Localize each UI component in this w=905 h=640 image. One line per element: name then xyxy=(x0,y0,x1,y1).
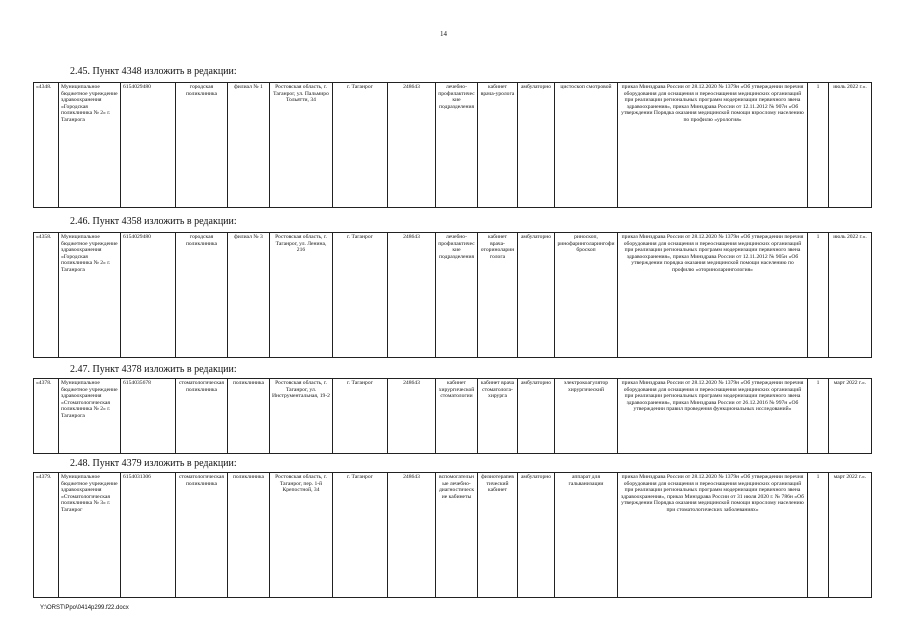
cell-cabinet: физиотерапевтический кабинет xyxy=(478,473,518,598)
amendment-table-4378 xyxy=(33,378,872,454)
cell-date: июль 2022 г.». xyxy=(829,83,872,208)
cell-organization: Муниципальное бюджетное учреждение здравоохранения «Городская поликлиника № 2» г. Таганрога xyxy=(59,83,121,208)
cell-regulation: приказ Минздрава России от 28.12.2020 № 1379н «Об утверждении перечня оборудования для оснащения и переоснащения медицинских организаций при реализации региональных программ модернизации первичного звена здравоохранения», приказ Минздрава России от 26.12.2016 № 997н «Об утверждении правил проведения функциональных исследований» xyxy=(618,379,808,454)
cell-code: 248643 xyxy=(388,379,436,454)
cell-branch: поликлиника xyxy=(228,379,270,454)
cell-care-form: амбулаторно xyxy=(518,83,555,208)
cell-address: Ростовская область, г. Таганрог, ул. Пальмиро Тольятти, 34 xyxy=(270,83,333,208)
cell-code: 248643 xyxy=(388,473,436,598)
section-heading-2-45: 2.45. Пункт 4348 изложить в редакции: xyxy=(70,66,237,77)
cell-cabinet: кабинет врача стоматолога-хирурга xyxy=(478,379,518,454)
cell-quantity: 1 xyxy=(808,83,829,208)
page-number: 14 xyxy=(440,30,447,38)
cell-item-number: «4379. xyxy=(34,473,59,598)
cell-equipment: электрокоагулятор хирургический xyxy=(555,379,618,454)
cell-branch: поликлиника xyxy=(228,473,270,598)
table-row xyxy=(34,83,872,208)
cell-equipment: аппарат для гальванизации xyxy=(555,473,618,598)
table-row xyxy=(34,379,872,454)
cell-department: кабинет хирургической стоматологии xyxy=(436,379,478,454)
cell-city: г. Таганрог xyxy=(333,379,388,454)
section-heading-2-48: 2.48. Пункт 4379 изложить в редакции: xyxy=(70,458,237,469)
cell-organization: Муниципальное бюджетное учреждение здравоохранения «Городская поликлиника № 2» г. Таганрога xyxy=(59,233,121,358)
cell-regulation: приказ Минздрава России от 28.12.2020 № 1379н «Об утверждении перечня оборудования для оснащения и переоснащения медицинских организаций при реализации региональных программ модернизации первичного звена здравоохранения», приказ Минздрава России от 12.11.2012 № 905н «Об утверждении порядка оказания медицинской помощи населению по профилю «оториноларингология» xyxy=(618,233,808,358)
cell-city: г. Таганрог xyxy=(333,473,388,598)
cell-branch: филиал № 1 xyxy=(228,83,270,208)
cell-inn: 6154035678 xyxy=(121,379,176,454)
file-path-footer: Y:\ORST\Ppo\0414p299.f22.docx xyxy=(40,605,129,611)
cell-department: лечебно-профилактические подразделения xyxy=(436,233,478,358)
cell-city: г. Таганрог xyxy=(333,83,388,208)
cell-equipment: риноскоп, ринофаринголарингофиброскоп xyxy=(555,233,618,358)
amendment-table-4379 xyxy=(33,472,872,598)
cell-inn: 6154031306 xyxy=(121,473,176,598)
cell-item-number: «4378. xyxy=(34,379,59,454)
cell-date: март 2022 г.». xyxy=(829,473,872,598)
cell-regulation: приказ Минздрава России от 28.12.2020 № 1379н «Об утверждении перечня оборудования для оснащения и переоснащения медицинских организаций при реализации региональных программ модернизации первичного звена здравоохранения», приказ Минздрава России от 31 июля 2020 г. № 786н «Об утверждении Порядка оказания медицинской помощи взрослому населению при стоматологических заболеваниях» xyxy=(618,473,808,598)
cell-care-form: амбулаторно xyxy=(518,233,555,358)
cell-org-type: городская поликлиника xyxy=(176,83,228,208)
cell-organization: Муниципальное бюджетное учреждение здравоохранения «Стоматологическая поликлиника № 2» г. Таганрога xyxy=(59,379,121,454)
cell-cabinet: кабинет врача-оториноларинголога xyxy=(478,233,518,358)
cell-date: март 2022 г.». xyxy=(829,379,872,454)
cell-quantity: 1 xyxy=(808,379,829,454)
cell-inn: 6154029480 xyxy=(121,83,176,208)
cell-care-form: амбулаторно xyxy=(518,473,555,598)
cell-inn: 6154029480 xyxy=(121,233,176,358)
amendment-table-4358 xyxy=(33,232,872,358)
cell-date: июль 2022 г.». xyxy=(829,233,872,358)
amendment-table-4348 xyxy=(33,82,872,208)
cell-department: вспомогательные лечебно-диагностические кабинеты xyxy=(436,473,478,598)
cell-branch: филиал № 3 xyxy=(228,233,270,358)
cell-equipment: цистоскоп смотровой xyxy=(555,83,618,208)
table-row xyxy=(34,233,872,358)
table-row xyxy=(34,473,872,598)
section-heading-2-46: 2.46. Пункт 4358 изложить в редакции: xyxy=(70,216,237,227)
section-heading-2-47: 2.47. Пункт 4378 изложить в редакции: xyxy=(70,364,237,375)
cell-organization: Муниципальное бюджетное учреждение здравоохранения «Стоматологическая поликлиника № 3» г. Таганрог xyxy=(59,473,121,598)
cell-city: г. Таганрог xyxy=(333,233,388,358)
cell-quantity: 1 xyxy=(808,233,829,358)
cell-org-type: стоматологическая поликлиника xyxy=(176,473,228,598)
cell-cabinet: кабинет врача-уролога xyxy=(478,83,518,208)
cell-address: Ростовская область, г. Таганрог, ул. Инструментальная, 19-2 xyxy=(270,379,333,454)
cell-quantity: 1 xyxy=(808,473,829,598)
cell-code: 248643 xyxy=(388,83,436,208)
cell-item-number: «4358. xyxy=(34,233,59,358)
cell-address: Ростовская область, г. Таганрог, ул. Ленина, 216 xyxy=(270,233,333,358)
cell-department: лечебно-профилактические подразделения xyxy=(436,83,478,208)
cell-code: 248643 xyxy=(388,233,436,358)
cell-regulation: приказ Минздрава России от 28.12.2020 № 1379н «Об утверждении перечня оборудования для оснащения и переоснащения медицинских организаций при реализации региональных программ модернизации первичного звена здравоохранения», приказ Минздрава России от 12.11.2012 № 907н «Об утверждении Порядка оказания медицинской помощи взрослому населению по профилю «урология» xyxy=(618,83,808,208)
cell-item-number: «4348. xyxy=(34,83,59,208)
cell-address: Ростовская область, г. Таганрог, пер. 1-й Крепостной, 34 xyxy=(270,473,333,598)
cell-org-type: городская поликлиника xyxy=(176,233,228,358)
cell-care-form: амбулаторно xyxy=(518,379,555,454)
cell-org-type: стоматологическая поликлиника xyxy=(176,379,228,454)
